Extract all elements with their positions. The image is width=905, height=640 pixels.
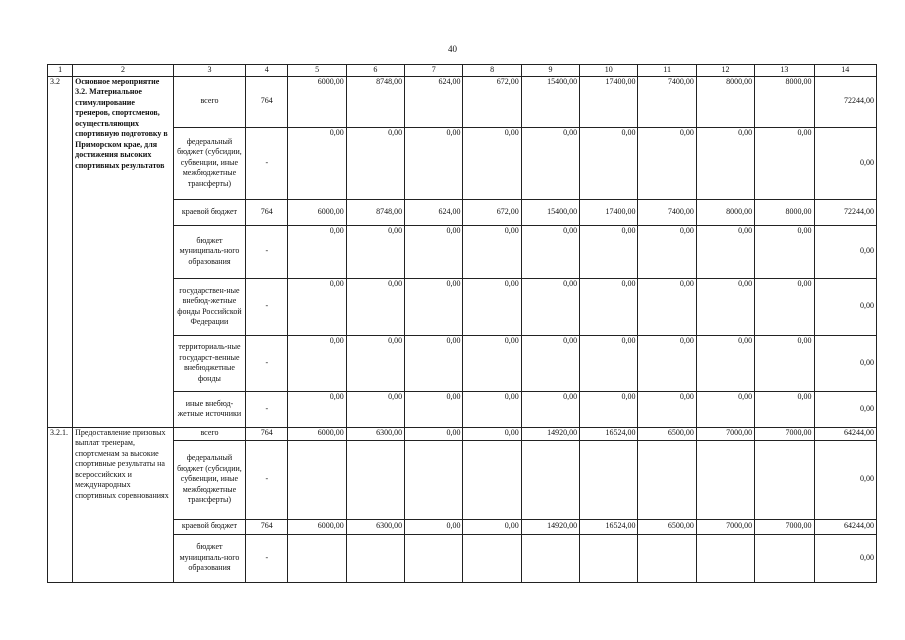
- year-value: 0,00: [696, 225, 754, 278]
- column-number: 4: [246, 65, 288, 77]
- year-value: 6300,00: [346, 519, 404, 534]
- year-value: 0,00: [638, 278, 696, 335]
- funding-source: территориаль-ные государст-венные внебюджетные фонды: [173, 335, 245, 391]
- year-value: 0,00: [755, 391, 814, 427]
- column-number: 12: [696, 65, 754, 77]
- grbs-code: -: [246, 127, 288, 199]
- activity-title: Предоставление призовых выплат тренерам, спортсменам за высокие спортивные результаты на всероссийских и международных спортивных соревнованиях: [73, 427, 174, 582]
- grbs-code: 764: [246, 76, 288, 127]
- column-number: 9: [521, 65, 579, 77]
- year-value: 0,00: [521, 278, 579, 335]
- year-value: [288, 440, 346, 519]
- total-value: 0,00: [814, 534, 877, 582]
- year-value: 0,00: [288, 391, 346, 427]
- year-value: [638, 534, 696, 582]
- year-value: 0,00: [696, 278, 754, 335]
- year-value: 0,00: [463, 127, 521, 199]
- column-number: 6: [346, 65, 404, 77]
- year-value: 0,00: [288, 127, 346, 199]
- year-value: 0,00: [638, 335, 696, 391]
- year-value: [346, 534, 404, 582]
- column-number: 5: [288, 65, 346, 77]
- year-value: 7400,00: [638, 199, 696, 225]
- year-value: 14920,00: [521, 427, 579, 440]
- total-value: 64244,00: [814, 427, 877, 440]
- total-value: 72244,00: [814, 199, 877, 225]
- year-value: 16524,00: [580, 427, 638, 440]
- year-value: 0,00: [288, 225, 346, 278]
- year-value: 672,00: [463, 199, 521, 225]
- year-value: [463, 440, 521, 519]
- funding-source: федеральный бюджет (субсидии, субвенции, иные межбюджетные трансферты): [173, 440, 245, 519]
- year-value: [638, 440, 696, 519]
- grbs-code: 764: [246, 427, 288, 440]
- year-value: 7000,00: [755, 427, 814, 440]
- year-value: 17400,00: [580, 76, 638, 127]
- year-value: 0,00: [405, 127, 463, 199]
- year-value: 8000,00: [755, 199, 814, 225]
- year-value: 0,00: [696, 127, 754, 199]
- year-value: [521, 440, 579, 519]
- year-value: 15400,00: [521, 199, 579, 225]
- year-value: 0,00: [755, 335, 814, 391]
- funding-source: краевой бюджет: [173, 199, 245, 225]
- year-value: 6500,00: [638, 427, 696, 440]
- year-value: 0,00: [580, 278, 638, 335]
- year-value: 0,00: [580, 225, 638, 278]
- year-value: 0,00: [463, 335, 521, 391]
- total-value: 64244,00: [814, 519, 877, 534]
- year-value: 0,00: [346, 225, 404, 278]
- year-value: 7000,00: [755, 519, 814, 534]
- year-value: [580, 440, 638, 519]
- year-value: 14920,00: [521, 519, 579, 534]
- column-number: 2: [73, 65, 174, 77]
- column-number: 11: [638, 65, 696, 77]
- year-value: 0,00: [755, 225, 814, 278]
- table-row: [48, 427, 877, 440]
- year-value: 0,00: [405, 519, 463, 534]
- year-value: 6500,00: [638, 519, 696, 534]
- year-value: 8000,00: [696, 199, 754, 225]
- year-value: [696, 534, 754, 582]
- total-value: 0,00: [814, 278, 877, 335]
- grbs-code: -: [246, 534, 288, 582]
- funding-source: всего: [173, 427, 245, 440]
- page-number: 40: [448, 44, 457, 54]
- year-value: 0,00: [346, 391, 404, 427]
- year-value: 0,00: [463, 225, 521, 278]
- year-value: 15400,00: [521, 76, 579, 127]
- year-value: 0,00: [463, 427, 521, 440]
- year-value: [755, 440, 814, 519]
- year-value: 0,00: [580, 127, 638, 199]
- year-value: 0,00: [755, 278, 814, 335]
- year-value: 0,00: [580, 391, 638, 427]
- year-value: 7000,00: [696, 427, 754, 440]
- grbs-code: 764: [246, 199, 288, 225]
- year-value: [696, 440, 754, 519]
- year-value: [755, 534, 814, 582]
- grbs-code: -: [246, 225, 288, 278]
- year-value: [288, 534, 346, 582]
- year-value: 0,00: [521, 391, 579, 427]
- year-value: [405, 440, 463, 519]
- funding-source: федеральный бюджет (субсидии, субвенции, иные межбюджетные трансферты): [173, 127, 245, 199]
- total-value: 0,00: [814, 440, 877, 519]
- year-value: 8748,00: [346, 76, 404, 127]
- grbs-code: 764: [246, 519, 288, 534]
- row-code: 3.2.1.: [48, 427, 73, 582]
- year-value: 0,00: [755, 127, 814, 199]
- grbs-code: -: [246, 440, 288, 519]
- year-value: [580, 534, 638, 582]
- year-value: 17400,00: [580, 199, 638, 225]
- year-value: 0,00: [288, 278, 346, 335]
- year-value: 7000,00: [696, 519, 754, 534]
- year-value: 0,00: [521, 335, 579, 391]
- total-value: 0,00: [814, 225, 877, 278]
- year-value: 0,00: [521, 127, 579, 199]
- year-value: 6300,00: [346, 427, 404, 440]
- year-value: 0,00: [405, 335, 463, 391]
- column-number: 7: [405, 65, 463, 77]
- total-value: 72244,00: [814, 76, 877, 127]
- funding-source: бюджет муниципаль-ного образования: [173, 225, 245, 278]
- year-value: [346, 440, 404, 519]
- row-code: 3.2: [48, 76, 73, 427]
- year-value: 624,00: [405, 76, 463, 127]
- year-value: 0,00: [288, 335, 346, 391]
- funding-source: всего: [173, 76, 245, 127]
- year-value: 0,00: [696, 335, 754, 391]
- year-value: 0,00: [405, 225, 463, 278]
- year-value: 8748,00: [346, 199, 404, 225]
- year-value: 0,00: [696, 391, 754, 427]
- year-value: 0,00: [346, 335, 404, 391]
- year-value: 0,00: [463, 519, 521, 534]
- total-value: 0,00: [814, 391, 877, 427]
- table-row: [48, 76, 877, 127]
- grbs-code: -: [246, 391, 288, 427]
- year-value: 6000,00: [288, 199, 346, 225]
- year-value: 0,00: [521, 225, 579, 278]
- funding-source: иные внебюд-жетные источники: [173, 391, 245, 427]
- year-value: 6000,00: [288, 519, 346, 534]
- year-value: 0,00: [346, 278, 404, 335]
- column-number-row: [48, 65, 877, 77]
- column-number: 14: [814, 65, 877, 77]
- column-number: 8: [463, 65, 521, 77]
- funding-source: бюджет муниципаль-ного образования: [173, 534, 245, 582]
- year-value: 6000,00: [288, 76, 346, 127]
- year-value: 0,00: [346, 127, 404, 199]
- grbs-code: -: [246, 278, 288, 335]
- year-value: 672,00: [463, 76, 521, 127]
- year-value: 0,00: [463, 391, 521, 427]
- year-value: 0,00: [580, 335, 638, 391]
- year-value: 6000,00: [288, 427, 346, 440]
- year-value: 0,00: [405, 391, 463, 427]
- year-value: 0,00: [638, 127, 696, 199]
- year-value: 7400,00: [638, 76, 696, 127]
- year-value: [463, 534, 521, 582]
- year-value: [405, 534, 463, 582]
- activity-title: Основное мероприятие 3.2. Материальное стимулирование тренеров, спортсменов, осуществляющих спортивную подготовку в Приморском крае, для достижения высоких спортивных результатов: [73, 76, 174, 427]
- year-value: 0,00: [638, 391, 696, 427]
- year-value: [521, 534, 579, 582]
- year-value: 0,00: [405, 278, 463, 335]
- year-value: 8000,00: [696, 76, 754, 127]
- year-value: 16524,00: [580, 519, 638, 534]
- year-value: 0,00: [463, 278, 521, 335]
- column-number: 13: [755, 65, 814, 77]
- column-number: 10: [580, 65, 638, 77]
- total-value: 0,00: [814, 335, 877, 391]
- year-value: 0,00: [405, 427, 463, 440]
- year-value: 0,00: [638, 225, 696, 278]
- funding-source: краевой бюджет: [173, 519, 245, 534]
- column-number: 1: [48, 65, 73, 77]
- column-number: 3: [173, 65, 245, 77]
- grbs-code: -: [246, 335, 288, 391]
- budget-table: [47, 64, 877, 583]
- funding-source: государствен-ные внебюд-жетные фонды Российской Федерации: [173, 278, 245, 335]
- year-value: 8000,00: [755, 76, 814, 127]
- year-value: 624,00: [405, 199, 463, 225]
- total-value: 0,00: [814, 127, 877, 199]
